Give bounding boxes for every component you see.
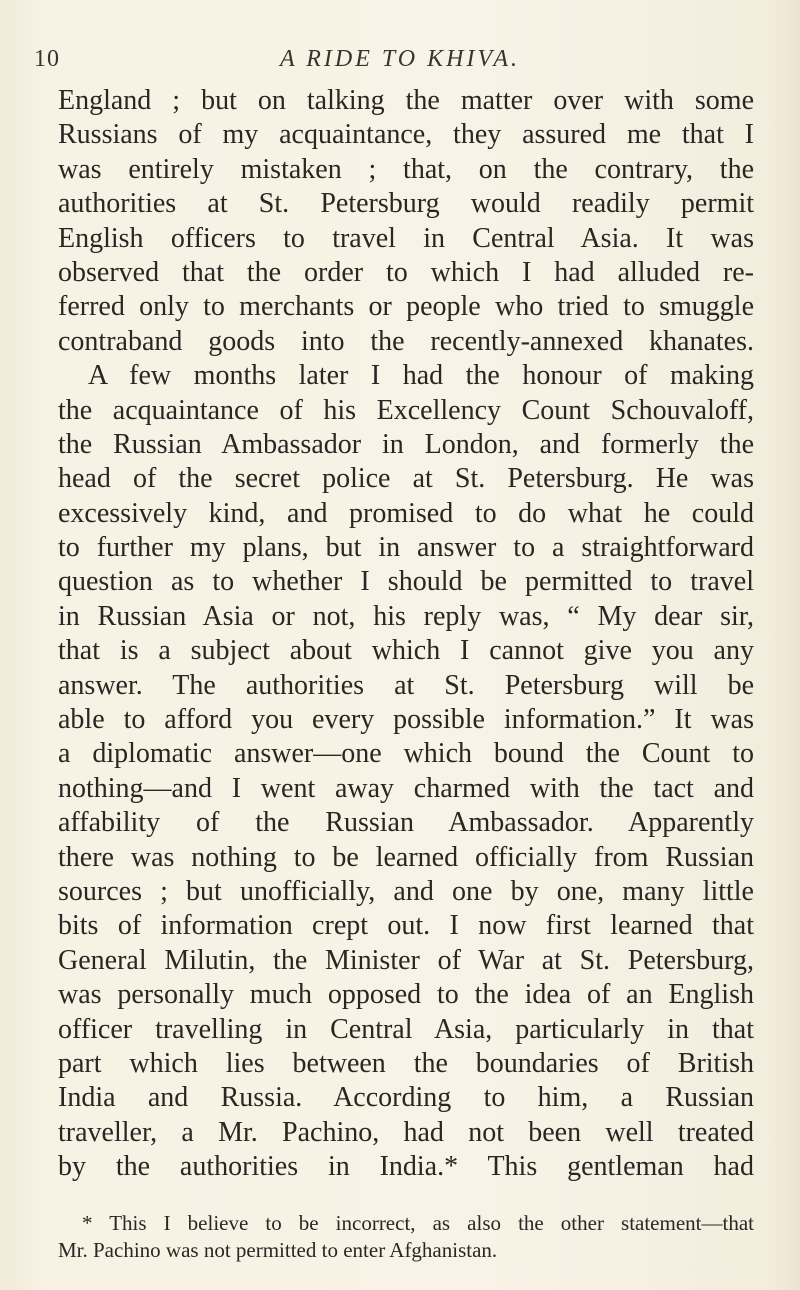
text-line: bits of information crept out. I now first learned that (58, 910, 754, 942)
running-title: A RIDE TO KHIVA. (280, 46, 520, 72)
body-text (58, 84, 754, 1185)
text-line: affability of the Russian Ambassador. Apparently (58, 807, 754, 839)
text-line: there was nothing to be learned officially from Russian (58, 841, 754, 873)
text-line: able to afford you every possible information.” It was (58, 704, 754, 736)
text-line: the acquaintance of his Excellency Count Schouvaloff, (58, 394, 754, 426)
text-line: ferred only to merchants or people who tried to smuggle (58, 291, 754, 323)
text-line: the Russian Ambassador in London, and formerly the (58, 428, 754, 460)
text-line: was entirely mistaken ; that, on the contrary, the (58, 153, 754, 185)
text-line: head of the secret police at St. Petersburg. He was (58, 463, 754, 495)
text-line: excessively kind, and promised to do what he could (58, 497, 754, 529)
text-line: nothing—and I went away charmed with the tact and (58, 772, 754, 804)
text-line: part which lies between the boundaries of British (58, 1047, 754, 1079)
text-line: contraband goods into the recently-annexed khanates. (58, 325, 754, 357)
text-line: answer. The authorities at St. Petersburg will be (58, 669, 754, 701)
text-line: that is a subject about which I cannot give you any (58, 635, 754, 667)
text-line: General Milutin, the Minister of War at St. Petersburg, (58, 944, 754, 976)
text-line: English officers to travel in Central Asia. It was (58, 222, 754, 254)
text-line: officer travelling in Central Asia, particularly in that (58, 1013, 754, 1045)
footnote-line: * This I believe to be incorrect, as also the other statement—that (82, 1211, 754, 1235)
text-line-indented: A few months later I had the honour of making (88, 360, 754, 392)
text-line: in Russian Asia or not, his reply was, “ My dear sir, (58, 600, 754, 632)
text-line: England ; but on talking the matter over with some (58, 85, 754, 116)
text-line: authorities at St. Petersburg would readily permit (58, 188, 754, 220)
text-line: Russians of my acquaintance, they assured me that I (58, 119, 754, 151)
page-number: 10 (34, 46, 60, 72)
text-line: by the authorities in India.* This gentleman had (58, 1151, 754, 1183)
footnote-line: Mr. Pachino was not permitted to enter Afghanistan. (58, 1238, 498, 1262)
text-line: India and Russia. According to him, a Russian (58, 1082, 754, 1114)
text-line: a diplomatic answer—one which bound the Count to (58, 738, 754, 770)
text-line: sources ; but unofficially, and one by one, many little (58, 875, 754, 907)
footnote (58, 1210, 754, 1264)
text-line: was personally much opposed to the idea of an English (58, 979, 754, 1011)
text-line: question as to whether I should be permitted to travel (58, 566, 754, 598)
text-line: traveller, a Mr. Pachino, had not been well treated (58, 1116, 754, 1148)
text-line: observed that the order to which I had alluded re- (58, 256, 754, 288)
text-line: to further my plans, but in answer to a straightforward (58, 532, 754, 564)
